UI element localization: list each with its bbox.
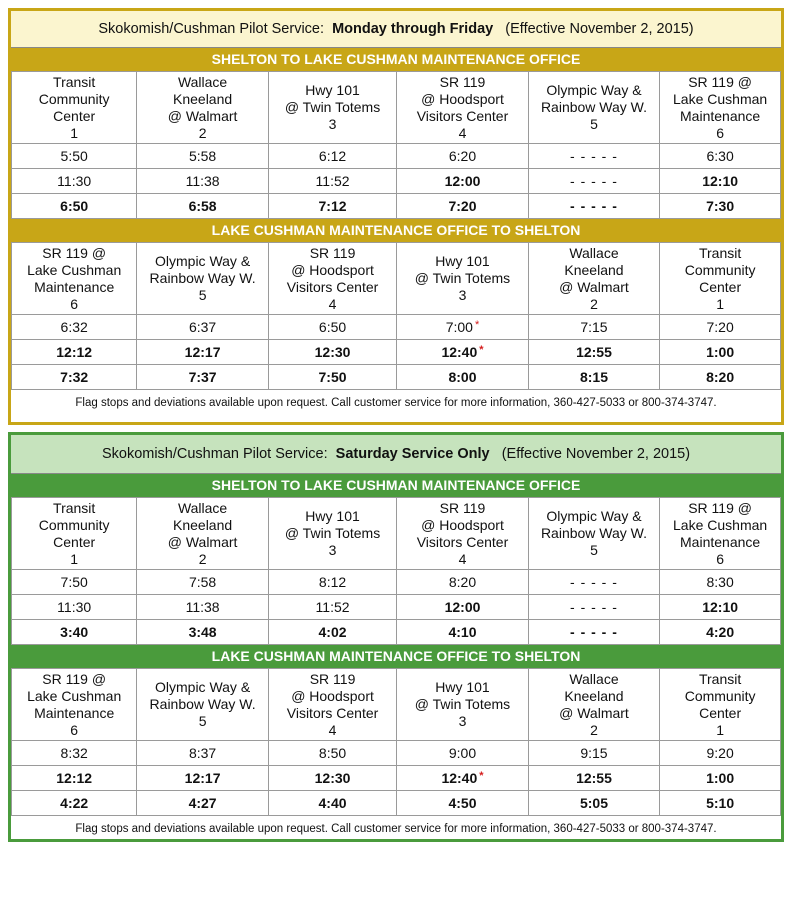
departure-time: 11:30 — [57, 173, 92, 189]
time-cell — [660, 340, 781, 365]
departure-time: 11:30 — [57, 599, 92, 615]
time-cell — [268, 315, 396, 340]
departure-time: 12:12 — [56, 770, 93, 786]
departure-time: 6:58 — [188, 198, 217, 214]
stop-header — [268, 72, 396, 144]
departure-time: 7:50 — [60, 574, 88, 590]
departure-time: 1:00 — [706, 344, 735, 360]
time-row — [12, 741, 781, 766]
departure-time: 7:50 — [318, 369, 347, 385]
stop-header-line: Olympic Way & — [155, 253, 251, 269]
stop-header-line: 4 — [458, 550, 467, 567]
departure-time: - - - - - — [570, 148, 618, 164]
departure-time: 7:20 — [448, 198, 477, 214]
departure-time: 7:58 — [188, 574, 217, 590]
stop-header-line: Center — [53, 107, 96, 124]
stop-header-line: Community — [684, 261, 756, 278]
title-days: Monday through Friday — [332, 21, 494, 37]
stop-header-line: Wallace — [177, 73, 228, 90]
stop-header-line: Wallace — [569, 244, 619, 261]
stop-header-line: SR 119 @ — [688, 73, 752, 90]
stop-header-line: Lake Cushman — [27, 687, 122, 704]
stop-header — [137, 243, 268, 315]
departure-time: 8:20 — [448, 574, 477, 590]
departure-time: 11:52 — [315, 599, 350, 615]
title-days: Saturday Service Only — [335, 446, 490, 462]
time-cell — [528, 169, 659, 194]
departure-time: 5:10 — [706, 795, 735, 811]
departure-time: 11:52 — [315, 173, 350, 189]
stop-header-line: SR 119 — [439, 499, 486, 516]
asterisk-mark: * — [479, 344, 484, 356]
departure-time: 7:32 — [60, 369, 89, 385]
time-cell — [660, 595, 781, 620]
time-cell — [397, 315, 528, 340]
departure-time: 4:50 — [448, 795, 477, 811]
time-row — [12, 766, 781, 791]
time-cell — [268, 595, 396, 620]
departure-time: 7:20 — [706, 319, 734, 335]
stop-header-line: 1 — [70, 550, 79, 567]
stop-header-line: Community — [38, 90, 110, 107]
time-cell — [12, 620, 137, 645]
stop-header-line: @ Hoodsport — [291, 687, 374, 704]
time-cell — [268, 570, 396, 595]
departure-time: 8:12 — [318, 574, 347, 590]
time-cell — [397, 144, 528, 169]
stop-header — [397, 498, 528, 570]
departure-time: 5:50 — [60, 148, 88, 164]
stop-header-line: 4 — [328, 721, 337, 738]
stop-header-line: Olympic Way & — [546, 508, 642, 524]
time-cell — [660, 741, 781, 766]
time-cell — [528, 791, 659, 816]
stop-header — [528, 243, 659, 315]
inbound-band: LAKE CUSHMAN MAINTENANCE OFFICE TO SHELTON — [11, 645, 781, 668]
stop-header-line: Center — [699, 278, 742, 295]
time-cell — [137, 570, 268, 595]
departure-time: 8:37 — [188, 745, 217, 761]
stop-header-line: Community — [38, 516, 110, 533]
stop-header-line: SR 119 @ — [688, 499, 752, 516]
time-cell — [397, 340, 528, 365]
title-effective: (Effective November 2, 2015) — [505, 21, 694, 37]
title-effective: (Effective November 2, 2015) — [501, 446, 691, 462]
stop-header — [137, 72, 268, 144]
time-cell — [397, 365, 528, 390]
time-cell — [137, 194, 268, 219]
stop-header — [268, 498, 396, 570]
stop-header-line: Rainbow Way W. — [540, 525, 648, 541]
stop-header — [137, 498, 268, 570]
time-cell — [528, 144, 659, 169]
time-cell — [397, 791, 528, 816]
stop-header-line: 6 — [716, 550, 724, 567]
time-cell — [268, 194, 396, 219]
weekday-schedule — [8, 8, 784, 425]
departure-time: 12:10 — [702, 599, 739, 615]
time-cell — [528, 620, 659, 645]
departure-time: 6:32 — [60, 319, 88, 335]
departure-time: 4:02 — [318, 624, 347, 640]
stop-header-line: Hwy 101 — [435, 253, 490, 269]
stop-header-line: 5 — [590, 116, 598, 132]
footer-note: Flag stops and deviations available upon request. Call customer service for more information, 360-427-5033 or 800-374-3747. — [75, 397, 717, 409]
time-cell — [268, 340, 396, 365]
departure-time: 8:15 — [579, 369, 608, 385]
stop-header-line: Visitors Center — [416, 533, 509, 550]
time-cell — [12, 741, 137, 766]
stop-header-line: Lake Cushman — [673, 516, 768, 533]
stop-header — [268, 243, 396, 315]
time-row — [12, 169, 781, 194]
stop-header-line: Rainbow Way W. — [149, 270, 256, 286]
time-cell — [660, 194, 781, 219]
departure-time: 3:48 — [188, 624, 217, 640]
time-cell — [528, 595, 659, 620]
time-row — [12, 570, 781, 595]
time-row — [12, 595, 781, 620]
time-cell — [397, 194, 528, 219]
time-row — [12, 365, 781, 390]
departure-time: 1:00 — [706, 770, 735, 786]
departure-time: 9:00 — [448, 745, 477, 761]
stop-header-line: 4 — [328, 295, 337, 312]
time-cell — [268, 620, 396, 645]
saturday-schedule — [8, 432, 784, 842]
stop-header — [12, 72, 137, 144]
stop-header-line: Visitors Center — [286, 704, 379, 721]
stop-header — [397, 72, 528, 144]
stop-header-line: @ Twin Totems — [414, 270, 511, 286]
outbound-table — [11, 497, 781, 645]
time-cell — [660, 144, 781, 169]
time-row — [12, 340, 781, 365]
stop-header — [397, 669, 528, 741]
departure-time: 12:40 — [441, 344, 478, 360]
stop-header — [268, 669, 396, 741]
stop-header-line: Community — [684, 687, 756, 704]
stop-header-line: @ Walmart — [167, 533, 238, 550]
time-cell — [137, 741, 268, 766]
time-row — [12, 144, 781, 169]
time-cell — [528, 570, 659, 595]
departure-time: 12:00 — [444, 599, 481, 615]
time-cell — [137, 791, 268, 816]
stop-header-line: @ Walmart — [559, 704, 629, 721]
footer-note: Flag stops and deviations available upon request. Call customer service for more information, 360-427-5033 or 800-374-3747. — [75, 823, 717, 835]
stop-header-line: 2 — [590, 721, 598, 738]
stop-header — [660, 498, 781, 570]
time-cell — [528, 365, 659, 390]
stop-header-line: Visitors Center — [286, 278, 379, 295]
time-row — [12, 620, 781, 645]
stop-header-line: 3 — [458, 287, 467, 303]
stop-header — [12, 243, 137, 315]
time-cell — [397, 766, 528, 791]
departure-time: 7:15 — [580, 319, 608, 335]
departure-time: 3:40 — [60, 624, 89, 640]
time-cell — [268, 365, 396, 390]
time-cell — [137, 340, 268, 365]
departure-time: 9:15 — [580, 745, 608, 761]
stop-header-line: Hwy 101 — [435, 679, 490, 695]
stop-header-line: 5 — [198, 287, 207, 303]
time-cell — [397, 570, 528, 595]
departure-time: 6:50 — [60, 198, 89, 214]
stop-header-line: 6 — [70, 295, 79, 312]
stop-header-line: Kneeland — [173, 90, 233, 107]
stop-header-line: Rainbow Way W. — [540, 99, 648, 115]
stop-header-line: 1 — [70, 124, 79, 141]
stop-header-line: Hwy 101 — [305, 82, 360, 98]
stop-header-line: Kneeland — [564, 687, 624, 704]
stop-header-line: @ Twin Totems — [284, 525, 381, 541]
departure-time: 12:55 — [576, 344, 612, 360]
stop-header-line: @ Hoodsport — [291, 261, 374, 278]
departure-time: 8:32 — [60, 745, 88, 761]
departure-time: 12:40 — [441, 770, 478, 786]
time-cell — [137, 315, 268, 340]
stop-header-line: SR 119 — [309, 670, 356, 687]
stop-header-line: Transit — [698, 244, 742, 261]
time-cell — [660, 315, 781, 340]
departure-time: 6:50 — [318, 319, 347, 335]
time-cell — [660, 620, 781, 645]
departure-time: 6:20 — [448, 148, 477, 164]
time-cell — [12, 570, 137, 595]
stop-header-line: 3 — [328, 542, 337, 558]
stop-header-line: Transit — [53, 73, 96, 90]
departure-time: 11:38 — [185, 599, 220, 615]
departure-time: 6:12 — [318, 148, 347, 164]
stop-header-line: @ Twin Totems — [414, 696, 511, 712]
stop-header-row — [12, 243, 781, 315]
time-cell — [660, 169, 781, 194]
time-cell — [137, 365, 268, 390]
stop-header-line: 1 — [716, 295, 724, 312]
schedule-title — [11, 435, 781, 474]
stop-header-line: SR 119 — [439, 73, 486, 90]
stop-header-line: Maintenance — [680, 533, 761, 550]
departure-time: 8:50 — [318, 745, 347, 761]
time-cell — [660, 365, 781, 390]
departure-time: 4:40 — [318, 795, 347, 811]
stop-header-row — [12, 72, 781, 144]
time-cell — [528, 340, 659, 365]
stop-header-line: Wallace — [177, 499, 228, 516]
departure-time: 5:58 — [188, 148, 217, 164]
stop-header — [137, 669, 268, 741]
departure-time: 7:12 — [318, 198, 347, 214]
stop-header-line: 3 — [458, 713, 467, 729]
time-cell — [137, 766, 268, 791]
departure-time: 12:30 — [314, 770, 351, 786]
stop-header — [397, 243, 528, 315]
time-cell — [528, 741, 659, 766]
stop-header-line: Center — [699, 704, 742, 721]
stop-header-line: Maintenance — [680, 107, 761, 124]
stop-header-line: @ Hoodsport — [421, 516, 504, 533]
time-cell — [660, 570, 781, 595]
departure-time: 12:00 — [444, 173, 481, 189]
stop-header — [12, 498, 137, 570]
time-cell — [528, 194, 659, 219]
stop-header — [660, 72, 781, 144]
departure-time: 7:30 — [706, 198, 735, 214]
stop-header-line: Kneeland — [564, 261, 624, 278]
stop-header-line: @ Walmart — [167, 107, 238, 124]
stop-header — [660, 669, 781, 741]
departure-time: - - - - - — [570, 198, 618, 214]
stop-header-line: Lake Cushman — [27, 261, 122, 278]
time-cell — [137, 144, 268, 169]
stop-header-line: Lake Cushman — [673, 90, 768, 107]
departure-time: - - - - - — [570, 599, 618, 615]
departure-time: 7:00 — [445, 319, 473, 335]
stop-header-line: Hwy 101 — [305, 508, 360, 524]
stop-header-line: SR 119 — [309, 244, 356, 261]
departure-time: 12:10 — [702, 173, 739, 189]
stop-header-line: Olympic Way & — [155, 679, 251, 695]
time-cell — [268, 741, 396, 766]
stop-header-line: SR 119 @ — [42, 244, 107, 261]
stop-header-line: @ Walmart — [559, 278, 629, 295]
title-prefix: Skokomish/Cushman Pilot Service: — [98, 21, 325, 37]
time-cell — [268, 766, 396, 791]
outbound-band: SHELTON TO LAKE CUSHMAN MAINTENANCE OFFICE — [11, 48, 781, 71]
stop-header-line: Maintenance — [34, 278, 115, 295]
stop-header-line: 5 — [590, 542, 598, 558]
stop-header-line: Transit — [698, 670, 742, 687]
stop-header-line: Rainbow Way W. — [149, 696, 256, 712]
stop-header-line: 6 — [70, 721, 79, 738]
schedule-title — [11, 11, 781, 48]
stop-header-line: Center — [53, 533, 96, 550]
departure-time: 4:20 — [706, 624, 735, 640]
title-prefix: Skokomish/Cushman Pilot Service: — [101, 446, 328, 462]
stop-header-line: Kneeland — [173, 516, 233, 533]
stop-header — [528, 72, 659, 144]
stop-header-line: SR 119 @ — [42, 670, 107, 687]
time-cell — [12, 169, 137, 194]
departure-time: 6:37 — [188, 319, 217, 335]
stop-header-line: @ Twin Totems — [284, 99, 381, 115]
inbound-band: LAKE CUSHMAN MAINTENANCE OFFICE TO SHELTON — [11, 219, 781, 242]
time-cell — [397, 169, 528, 194]
departure-time: 12:17 — [184, 770, 221, 786]
departure-time: 6:30 — [706, 148, 734, 164]
departure-time: - - - - - — [570, 574, 618, 590]
inbound-table — [11, 668, 781, 816]
departure-time: 11:38 — [185, 173, 220, 189]
stop-header-line: 2 — [198, 124, 207, 141]
time-cell — [137, 595, 268, 620]
departure-time: 4:27 — [188, 795, 217, 811]
stop-header-line: @ Hoodsport — [421, 90, 504, 107]
departure-time: 12:30 — [314, 344, 351, 360]
departure-time: 4:10 — [448, 624, 477, 640]
time-row — [12, 194, 781, 219]
departure-time: 4:22 — [60, 795, 89, 811]
time-cell — [397, 595, 528, 620]
outbound-band: SHELTON TO LAKE CUSHMAN MAINTENANCE OFFICE — [11, 474, 781, 497]
departure-time: - - - - - — [570, 173, 618, 189]
departure-time: 8:20 — [706, 369, 735, 385]
stop-header — [12, 669, 137, 741]
stop-header-line: 3 — [328, 116, 337, 132]
time-cell — [137, 169, 268, 194]
inbound-table — [11, 242, 781, 390]
time-cell — [12, 315, 137, 340]
stop-header-line: 2 — [590, 295, 598, 312]
time-cell — [12, 365, 137, 390]
time-cell — [268, 791, 396, 816]
stop-header-line: 2 — [198, 550, 207, 567]
departure-time: 9:20 — [706, 745, 734, 761]
departure-time: 7:37 — [188, 369, 217, 385]
time-cell — [660, 791, 781, 816]
departure-time: 12:12 — [56, 344, 93, 360]
time-cell — [268, 144, 396, 169]
time-cell — [12, 791, 137, 816]
stop-header-row — [12, 498, 781, 570]
time-cell — [660, 766, 781, 791]
time-cell — [12, 144, 137, 169]
departure-time: - - - - - — [570, 624, 618, 640]
stop-header — [528, 498, 659, 570]
stop-header-line: 6 — [716, 124, 724, 141]
departure-time: 8:30 — [706, 574, 734, 590]
stop-header-line: 4 — [458, 124, 467, 141]
departure-time: 12:17 — [184, 344, 221, 360]
time-cell — [12, 595, 137, 620]
time-cell — [268, 169, 396, 194]
time-cell — [528, 315, 659, 340]
stop-header-line: 5 — [198, 713, 207, 729]
departure-time: 8:00 — [448, 369, 477, 385]
time-cell — [397, 620, 528, 645]
time-row — [12, 791, 781, 816]
stop-header-line: Maintenance — [34, 704, 115, 721]
outbound-table — [11, 71, 781, 219]
stop-header — [660, 243, 781, 315]
asterisk-mark: * — [474, 319, 480, 331]
stop-header-line: Visitors Center — [416, 107, 509, 124]
time-cell — [137, 620, 268, 645]
asterisk-mark: * — [479, 770, 484, 782]
stop-header-row — [12, 669, 781, 741]
stop-header-line: Olympic Way & — [546, 82, 642, 98]
stop-header-line: Wallace — [569, 670, 619, 687]
departure-time: 12:55 — [576, 770, 612, 786]
stop-header-line: Transit — [53, 499, 96, 516]
time-row — [12, 315, 781, 340]
departure-time: 5:05 — [579, 795, 608, 811]
time-cell — [12, 340, 137, 365]
stop-header-line: 1 — [716, 721, 724, 738]
time-cell — [397, 741, 528, 766]
time-cell — [528, 766, 659, 791]
time-cell — [12, 194, 137, 219]
stop-header — [528, 669, 659, 741]
time-cell — [12, 766, 137, 791]
